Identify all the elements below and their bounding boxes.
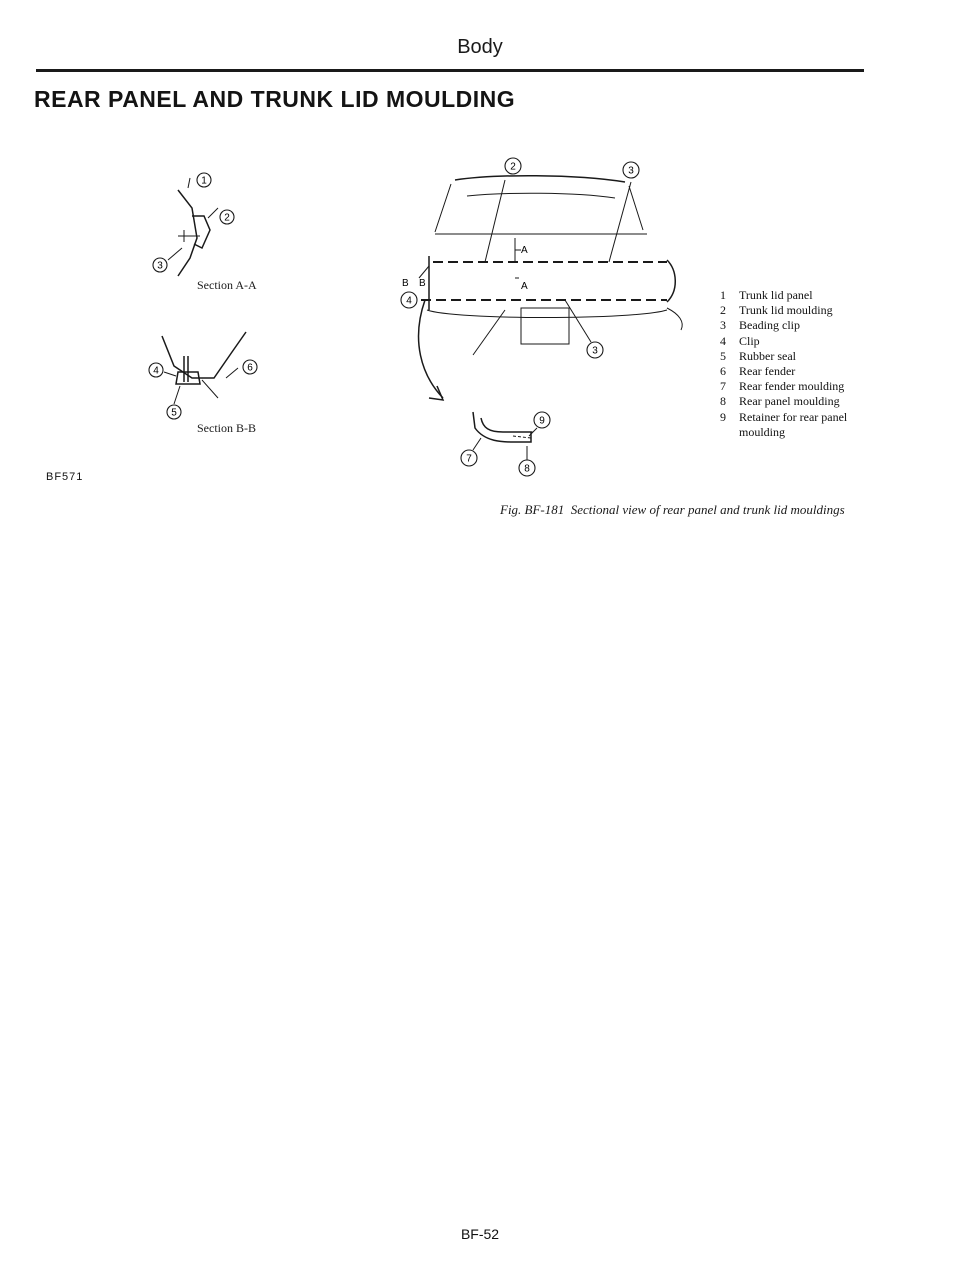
- callout-3: 3: [592, 345, 598, 357]
- caption-text: Sectional view of rear panel and trunk lid mouldings: [570, 502, 845, 517]
- cut-marker-a-upper: A: [521, 245, 528, 256]
- cut-marker-a-lower: A: [521, 281, 528, 292]
- legend-text: Beading clip: [739, 318, 800, 333]
- callout-5: 5: [171, 407, 177, 419]
- rear-view-diagram: [385, 150, 695, 480]
- legend-text: Trunk lid moulding: [739, 303, 833, 318]
- licence-plate-recess: [521, 308, 569, 344]
- c-pillar-lines: [435, 184, 643, 232]
- legend-item: [720, 364, 870, 379]
- cut-marker-b-left: B: [402, 278, 409, 289]
- callout-6: 6: [247, 362, 253, 374]
- rear-fender-line: [162, 332, 246, 378]
- legend-item: [720, 288, 870, 303]
- legend-number: 7: [720, 379, 726, 394]
- callout-4: 4: [406, 295, 412, 307]
- rear-fender-moulding-detail: [473, 412, 531, 442]
- callout-3: 3: [628, 165, 634, 177]
- legend-number: 2: [720, 303, 726, 318]
- roof-line: [455, 176, 625, 182]
- trunk-lid-panel-line: [178, 190, 197, 276]
- legend-item: [720, 334, 870, 349]
- page-header: Body: [457, 36, 503, 58]
- legend-item: [720, 394, 870, 409]
- callout-8: 8: [524, 463, 530, 475]
- legend-text: Rear fender: [739, 364, 796, 379]
- figure-code: BF571: [46, 471, 84, 483]
- figure-caption: [500, 502, 845, 518]
- callout-4: 4: [153, 365, 159, 377]
- legend-number: 8: [720, 394, 726, 409]
- callout-7: 7: [466, 453, 472, 465]
- callout-9: 9: [539, 415, 545, 427]
- callout-2: 2: [224, 212, 230, 224]
- cut-marker-b-right: B: [419, 278, 426, 289]
- legend-item: [720, 318, 870, 333]
- legend-text: Rubber seal: [739, 348, 796, 363]
- section-a-label: Section A-A: [197, 278, 257, 292]
- retainer-post: [184, 356, 188, 382]
- legend-number: 9: [720, 409, 726, 424]
- legend-item: [720, 349, 870, 364]
- body-outline: [429, 256, 675, 310]
- legend-text: Rear fender moulding: [739, 379, 845, 394]
- section-b-label: Section B-B: [197, 421, 256, 435]
- legend-number: 1: [720, 288, 726, 302]
- legend-number: 5: [720, 348, 726, 363]
- rear-window-top: [467, 193, 615, 198]
- rear-fender-curve: [419, 300, 443, 398]
- legend-text: Clip: [739, 333, 760, 348]
- legend-number: 6: [720, 364, 726, 379]
- page-title: REAR PANEL AND TRUNK LID MOULDING: [34, 86, 516, 112]
- section-b-diagram: [140, 322, 290, 432]
- legend-text: Retainer for rear panel moulding: [739, 409, 848, 439]
- parts-legend: [720, 288, 870, 440]
- legend-number: 4: [720, 333, 726, 348]
- page-number: BF-52: [460, 1226, 500, 1242]
- legend-number: 3: [720, 318, 726, 333]
- header-rule: [36, 69, 864, 72]
- legend-text: Trunk lid panel: [739, 288, 813, 302]
- legend-text: Rear panel moulding: [739, 394, 840, 409]
- legend-item: [720, 379, 870, 394]
- callout-3: 3: [157, 260, 163, 272]
- legend-item: [720, 303, 870, 318]
- callout-2: 2: [510, 161, 516, 173]
- legend-item: [720, 410, 870, 440]
- caption-prefix: Fig. BF-181: [500, 502, 565, 517]
- callout-1: 1: [201, 175, 207, 187]
